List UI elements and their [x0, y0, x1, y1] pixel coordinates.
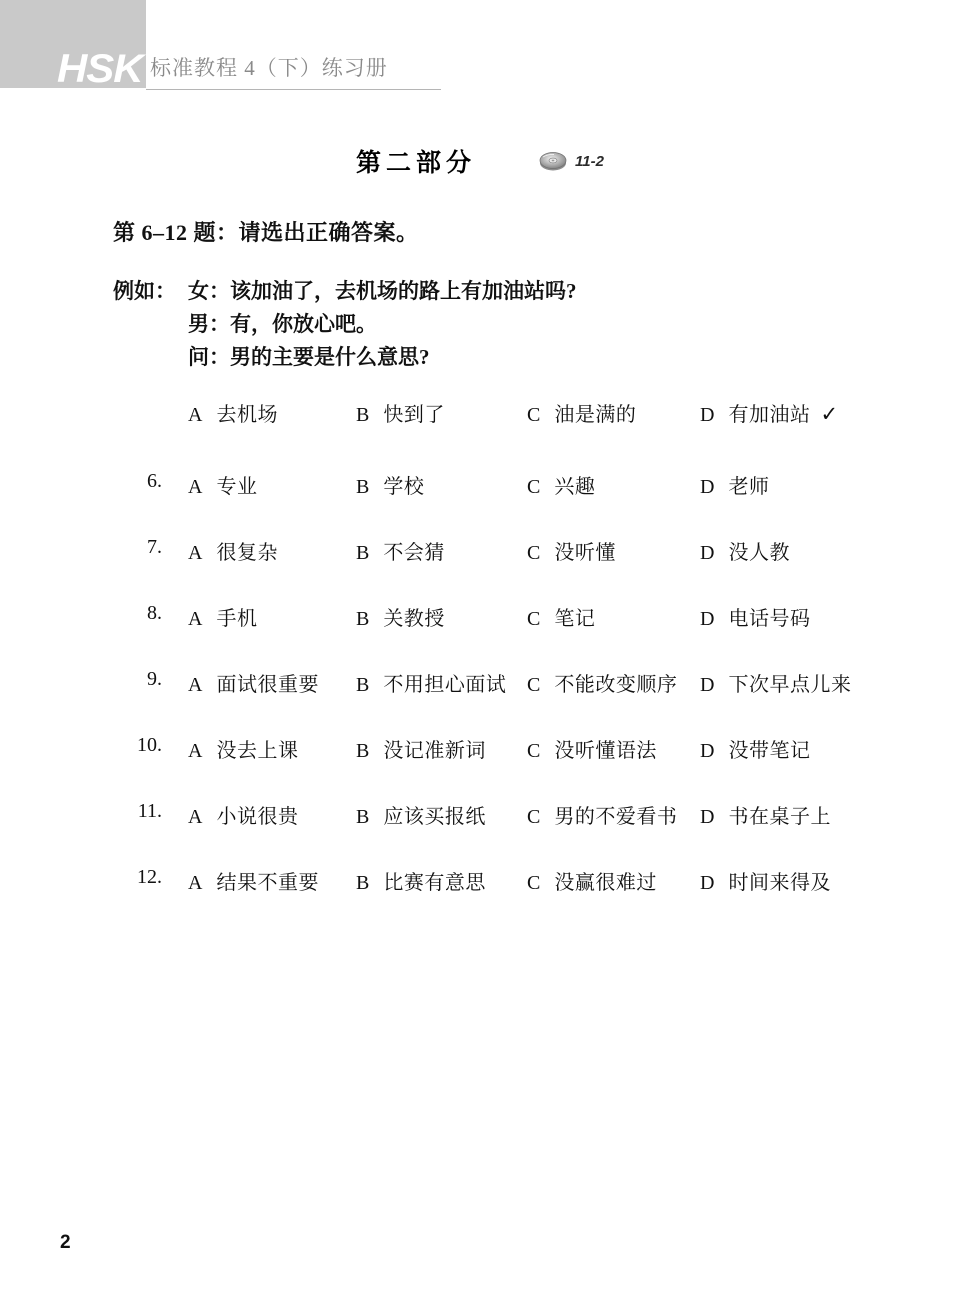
option-text: 关教授 [383, 608, 445, 630]
option-letter: C [527, 674, 541, 696]
question-12-option-d[interactable] [700, 866, 831, 895]
option-letter: B [356, 674, 370, 696]
question-11-option-b[interactable] [356, 800, 486, 829]
book-title: 标准教程 4（下）练习册 [150, 56, 388, 80]
question-7-option-c[interactable] [527, 536, 616, 565]
option-text: 下次早点儿来 [728, 674, 852, 696]
option-letter: B [356, 740, 370, 762]
question-number: 9. [147, 668, 162, 690]
hsk-logo-text: HSK [56, 47, 143, 91]
option-letter: B [356, 806, 370, 828]
option-letter: D [700, 476, 715, 498]
example-option-d[interactable] [700, 398, 838, 427]
option-text: 没带笔记 [728, 740, 811, 762]
question-7-option-b[interactable] [356, 536, 445, 565]
option-text: 油是满的 [554, 404, 637, 426]
question-10-option-a[interactable] [188, 734, 298, 763]
question-row [0, 866, 960, 896]
option-text: 时间来得及 [728, 872, 831, 894]
option-text: 学校 [383, 476, 425, 498]
option-text: 兴趣 [554, 476, 596, 498]
question-row [0, 536, 960, 566]
option-letter: A [188, 476, 203, 498]
option-letter: B [356, 542, 370, 564]
option-text: 电话号码 [728, 608, 811, 630]
option-letter: C [527, 740, 541, 762]
question-row [0, 470, 960, 500]
question-11-option-c[interactable] [527, 800, 677, 829]
question-number: 6. [147, 470, 162, 492]
option-letter: A [188, 740, 203, 762]
section-title: 第二部分 [356, 150, 477, 177]
option-letter: D [700, 542, 715, 564]
option-letter: B [356, 872, 370, 894]
example-option-b[interactable] [356, 398, 455, 427]
example-label: 例如： [113, 279, 176, 303]
option-letter: D [700, 404, 715, 426]
option-text: 专业 [216, 476, 258, 498]
option-text: 书在桌子上 [728, 806, 831, 828]
option-letter: C [527, 476, 541, 498]
example-question: 问：男的主要是什么意思? [188, 345, 430, 369]
question-number: 10. [137, 734, 162, 756]
option-text: 没去上课 [216, 740, 299, 762]
question-10-option-b[interactable] [356, 734, 486, 763]
option-checkmark: ✓ [820, 402, 839, 426]
option-text: 不能改变顺序 [554, 674, 678, 696]
question-row [0, 800, 960, 830]
question-11-option-a[interactable] [188, 800, 298, 829]
header-divider [146, 89, 441, 90]
audio-track-number: 11-2 [575, 152, 604, 170]
hsk-logo [0, 0, 146, 91]
question-6-option-c[interactable] [527, 470, 595, 499]
question-row [0, 602, 960, 632]
instruction-text: 第 6–12 题：请选出正确答案。 [113, 220, 419, 245]
option-letter: D [700, 740, 715, 762]
option-letter: B [356, 476, 370, 498]
question-7-option-a[interactable] [188, 536, 278, 565]
question-12-option-a[interactable] [188, 866, 319, 895]
question-number: 11. [137, 800, 162, 822]
option-text: 没记准新词 [383, 740, 486, 762]
page-number: 2 [60, 1232, 71, 1253]
question-9-option-b[interactable] [356, 668, 506, 697]
option-text: 手机 [216, 608, 258, 630]
example-line [113, 275, 577, 308]
example-line [113, 308, 577, 341]
option-letter: D [700, 674, 715, 696]
option-letter: A [188, 872, 203, 894]
option-letter: D [700, 806, 715, 828]
question-10-option-c[interactable] [527, 734, 657, 763]
cd-disc-icon [538, 150, 568, 172]
option-letter: D [700, 608, 715, 630]
option-letter: A [188, 806, 203, 828]
question-12-option-c[interactable] [527, 866, 657, 895]
option-text: 应该买报纸 [383, 806, 486, 828]
option-text: 比赛有意思 [383, 872, 486, 894]
question-number: 12. [137, 866, 162, 888]
question-6-option-d[interactable] [700, 470, 769, 499]
option-text: 很复杂 [216, 542, 278, 564]
section-heading [0, 143, 960, 179]
question-9-option-d[interactable] [700, 668, 851, 697]
option-letter: A [188, 404, 203, 426]
example-option-row [0, 398, 960, 428]
option-text: 没赢很难过 [554, 872, 657, 894]
option-text: 不会猜 [383, 542, 445, 564]
option-text: 不用担心面试 [383, 674, 507, 696]
question-number: 8. [147, 602, 162, 624]
option-letter: A [188, 608, 203, 630]
option-text: 笔记 [554, 608, 596, 630]
question-9-option-c[interactable] [527, 668, 677, 697]
option-text: 老师 [728, 476, 770, 498]
option-text: 没人教 [728, 542, 790, 564]
audio-track-tag [538, 150, 604, 172]
question-row [0, 734, 960, 764]
example-line [113, 341, 577, 374]
example-option-a[interactable] [188, 398, 288, 427]
option-text: 小说很贵 [216, 806, 299, 828]
option-text: 没听懂 [554, 542, 616, 564]
question-8-option-a[interactable] [188, 602, 257, 631]
question-8-option-c[interactable] [527, 602, 595, 631]
option-letter: C [527, 542, 541, 564]
question-11-option-d[interactable] [700, 800, 831, 829]
option-text: 面试很重要 [216, 674, 319, 696]
option-letter: C [527, 806, 541, 828]
question-8-option-d[interactable] [700, 602, 810, 631]
option-letter: C [527, 404, 541, 426]
example-block [113, 275, 577, 374]
example-option-c[interactable] [527, 398, 646, 427]
question-6-option-a[interactable] [188, 470, 257, 499]
option-text: 去机场 [216, 404, 278, 426]
option-letter: D [700, 872, 715, 894]
question-12-option-b[interactable] [356, 866, 486, 895]
question-9-option-a[interactable] [188, 668, 319, 697]
question-6-option-b[interactable] [356, 470, 424, 499]
option-text: 结果不重要 [216, 872, 319, 894]
example-dialogue-female: 女：该加油了，去机场的路上有加油站吗? [188, 279, 577, 303]
question-row [0, 668, 960, 698]
example-dialogue-male: 男：有，你放心吧。 [188, 312, 377, 336]
option-letter: A [188, 542, 203, 564]
question-7-option-d[interactable] [700, 536, 790, 565]
option-letter: C [527, 608, 541, 630]
option-letter: B [356, 608, 370, 630]
option-text: 男的不爱看书 [554, 806, 678, 828]
option-text: 快到了 [383, 404, 445, 426]
option-letter: A [188, 674, 203, 696]
question-10-option-d[interactable] [700, 734, 810, 763]
option-letter: B [356, 404, 370, 426]
option-letter: C [527, 872, 541, 894]
question-8-option-b[interactable] [356, 602, 445, 631]
question-number: 7. [147, 536, 162, 558]
option-text: 有加油站 [728, 404, 811, 426]
option-text: 没听懂语法 [554, 740, 657, 762]
